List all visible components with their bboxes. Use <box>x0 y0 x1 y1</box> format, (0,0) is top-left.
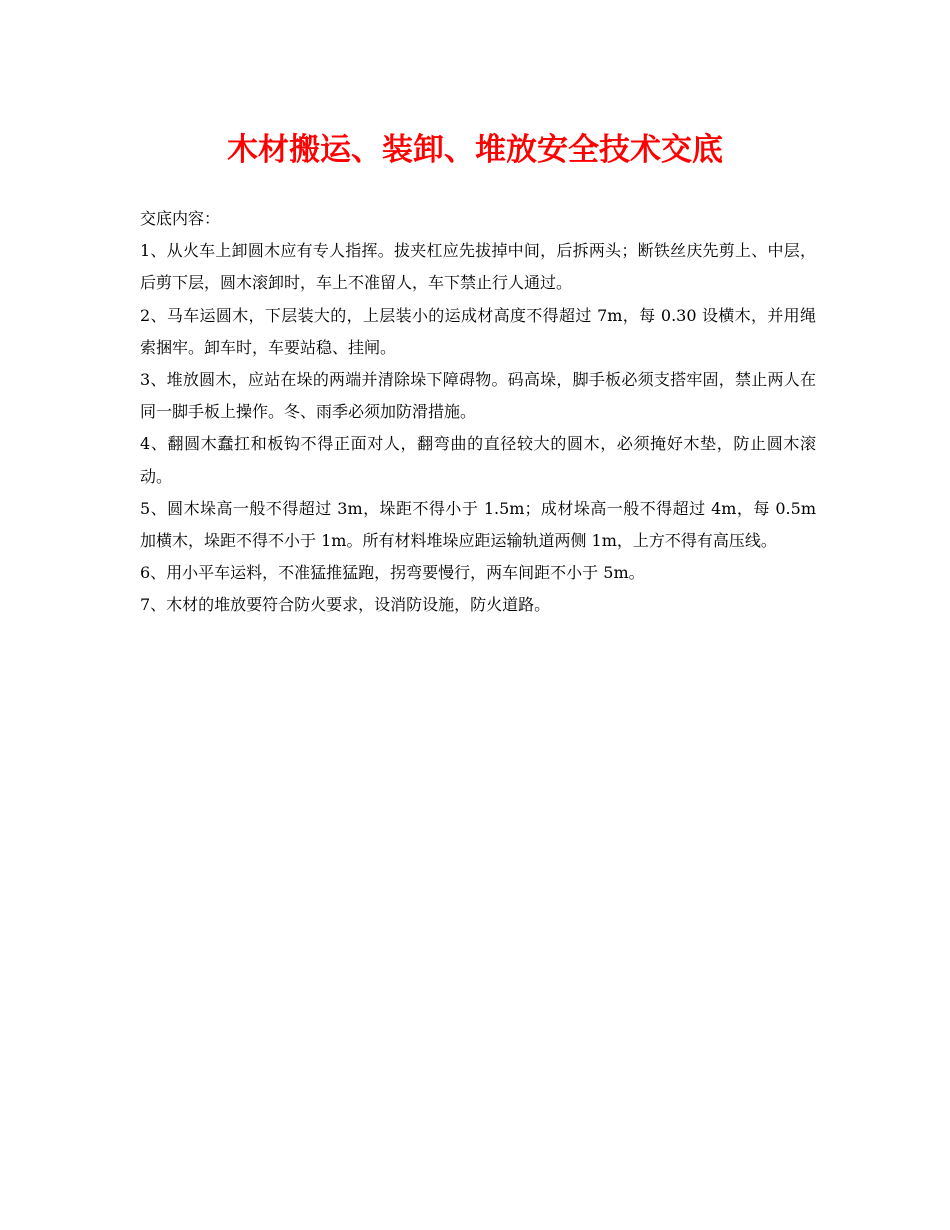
list-item-2: 2、马车运圆木，下层装大的，上层装小的运成材高度不得超过 7m，每 0.30 设横木，并用绳索捆牢。卸车时，车要站稳、挂闸。 <box>140 305 816 357</box>
list-item-1: 1、从火车上卸圆木应有专人指挥。拔夹杠应先拔掉中间，后拆两头；断铁丝庆先剪上、中层，后剪下层，圆木滚卸时，车上不准留人，车下禁止行人通过。 <box>140 241 816 293</box>
list-item-4: 4、翻圆木蠢扛和板钩不得正面对人，翻弯曲的直径较大的圆木，必须掩好木垫，防止圆木滚动。 <box>140 434 816 486</box>
intro-label: 交底内容： <box>140 209 221 228</box>
document-title: 木材搬运、装卸、堆放安全技术交底 <box>227 132 723 168</box>
list-item-5: 5、圆木垛高一般不得超过 3m，垛距不得小于 1.5m；成材垛高一般不得超过 4m，每 0.5m 加横木，垛距不得不小于 1m。所有材料堆垛应距运输轨道两侧 1m，上方不得有高压线。 <box>140 498 816 551</box>
list-item-3: 3、堆放圆木，应站在垛的两端并清除垛下障碍物。码高垛，脚手板必须支搭牢固，禁止两人在同一脚手板上操作。冬、雨季必须加防滑措施。 <box>140 370 816 422</box>
document-body <box>140 203 816 622</box>
list-item-6: 6、用小平车运料，不准猛推猛跑，拐弯要慢行，两车间距不小于 5m。 <box>140 563 645 583</box>
list-item-7: 7、木材的堆放要符合防火要求，设消防设施，防火道路。 <box>140 595 551 615</box>
